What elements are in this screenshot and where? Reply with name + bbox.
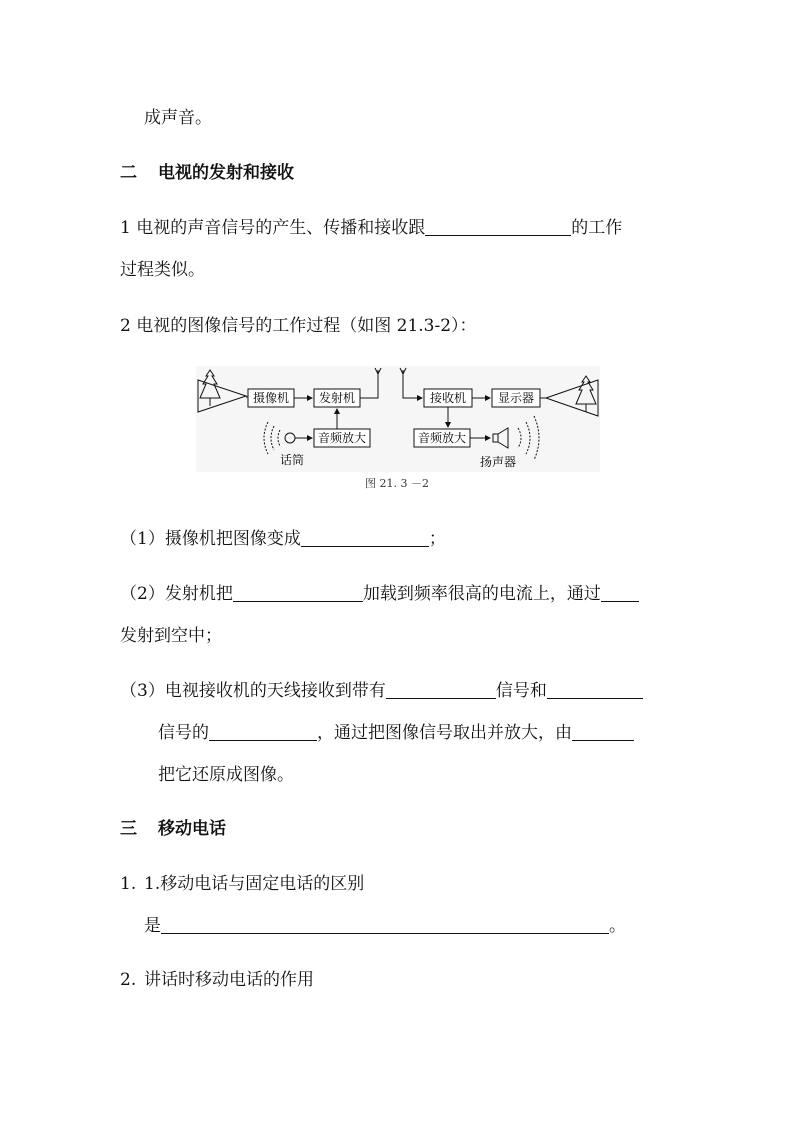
receiver-label: 接收机 — [429, 391, 467, 405]
question-text: 是 — [144, 916, 161, 936]
figure-caption: 图 21. 3 －2 — [365, 477, 429, 490]
question-text: 的工作 — [571, 218, 623, 238]
question-1 — [120, 216, 622, 240]
question-text: ； — [428, 529, 446, 549]
question-text: 信号和 — [495, 681, 547, 701]
answer-blank[interactable] — [572, 722, 634, 741]
section-number: 三 — [120, 819, 137, 839]
answer-blank[interactable] — [386, 680, 496, 699]
question-text: 1 电视的声音信号的产生、传播和接收跟 — [120, 218, 426, 238]
question-text: （2）发射机把 — [120, 584, 233, 604]
display-label: 显示器 — [497, 391, 535, 405]
question-text: 加载到频率很高的电流上，通过 — [362, 584, 601, 604]
text-line: 成声音。 — [144, 108, 212, 128]
audio-amp-left-label: 音频放大 — [317, 431, 367, 445]
part-3-cont — [158, 721, 634, 745]
question-text: ，通过把图像信号取出并放大，由 — [317, 723, 572, 743]
item-text: 讲话时移动电话的作用 — [144, 970, 314, 990]
tv-signal-diagram — [196, 366, 600, 472]
item-answer-line — [144, 914, 626, 938]
text-line: 把它还原成图像。 — [158, 765, 294, 785]
part-1 — [120, 527, 446, 551]
answer-blank[interactable] — [601, 583, 639, 602]
camera-label: 摄像机 — [252, 391, 290, 405]
section-title: 移动电话 — [158, 819, 226, 839]
answer-blank[interactable] — [209, 722, 317, 741]
section-number: 二 — [120, 163, 137, 183]
transmitter-label: 发射机 — [318, 391, 356, 405]
part-2 — [120, 582, 639, 606]
part-3 — [120, 679, 643, 703]
answer-blank[interactable] — [233, 583, 363, 602]
speaker-label: 扬声器 — [479, 455, 517, 469]
item-number: 1. — [120, 874, 137, 894]
item-number: 2. — [120, 970, 137, 990]
question-2: 2 电视的图像信号的工作过程（如图 21.3-2）： — [120, 316, 477, 336]
audio-amp-right-label: 音频放大 — [417, 431, 467, 445]
question-text: （1）摄像机把图像变成 — [120, 529, 301, 549]
answer-blank[interactable] — [547, 680, 643, 699]
question-text: 。 — [609, 916, 626, 936]
section-title: 电视的发射和接收 — [158, 163, 294, 183]
answer-blank[interactable] — [161, 915, 609, 934]
diagram-background — [196, 366, 600, 472]
text-line: 发射到空中； — [120, 626, 222, 646]
answer-blank[interactable] — [301, 528, 429, 547]
text-line: 过程类似。 — [120, 260, 205, 280]
question-text: （3）电视接收机的天线接收到带有 — [120, 681, 386, 701]
microphone-label: 话筒 — [279, 453, 305, 467]
answer-blank[interactable] — [425, 217, 571, 236]
question-text: 信号的 — [158, 723, 209, 743]
item-text: 1.移动电话与固定电话的区别 — [144, 874, 365, 894]
